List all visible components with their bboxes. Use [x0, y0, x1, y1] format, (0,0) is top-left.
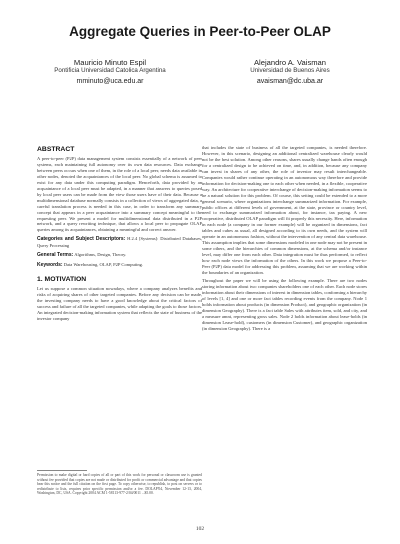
general-terms-line	[37, 252, 202, 259]
categories-line	[37, 236, 202, 249]
left-column	[37, 145, 202, 324]
paper-title: Aggregate Queries in Peer-to-Peer OLAP	[69, 24, 331, 39]
motivation-text: Let us suppose a common situation nowadays, where a company analyzes benefits and risks of acquiring shares of other targeted companies. Before any decision can be made, the investing company needs to have a good knowledge about the critical factors of success and failure of all the targeted companies, while adapting the goals to those factors. An integrated decision-making information system that reflects the state of business of the investor company	[37, 286, 202, 321]
body-paragraph: that includes the state of business of all the targeted companies, is needed therefore. However, in this scenario, designing an additional centralized warehouse clearly would not be the best solution. Among other reasons, shares usually change hands often enough for a centralized design to be achieved on time, and, in addition, because any company can invest in shares of any other, the role of investor may result interchangeable. Companies would rather continue operating in an autonomous way therefore and provide information for decision-making one to each other when needed, in a flexible, cooperative way. An architecture for cooperative interchange of decision-making information seems to be a natural solution for this problem. Of course, this setting could be extended to a more general scenario, where organizations interchange summarized information. For example, public offices at different levels of government, at the state, province or country level, need to exchange summarized information about, for instance, tax paying. A new cooperative, distributed OLAP paradigm will fit properly this necessity. Here, information in each node (a company in our former example) will be organized in dimensions, fact tables and cubes as usual, all designed according to its own needs, and the system will operate in an autonomous fashion, without the intervention of any central data warehouse. This assumption implies that some dimensions modeled in one node may not be present in some others, and the hierarchies of common dimensions, at the schema and/or instance level, may differ one from each other. Data integration must be thus performed, to reflect how each node views the information of the others. In this work we propose a Peer-to-Peer (P2P) data model for addressing this problem, assuming that we are working within the boundaries of an organization.	[202, 145, 367, 276]
author-block-2	[200, 58, 380, 87]
author-email[interactable]: mminuto@uca.edu.ar	[76, 78, 144, 85]
categories-text: H.2.4 [Systems]: Distributed Databases, Query Processing	[37, 236, 203, 249]
right-column	[202, 145, 367, 334]
body-paragraph: Throughout the paper we will be using the following example. There are two nodes storing information about two companies shareholders one of each other. Each node stores information about their dimensions of interest in dimension tables, conforming a hierarchy of levels [1, 4] and one or more fact tables recording events from the company. Node 1 holds information about products (in dimension Product), and geographic organization (in dimension Geography). There is a fact table Sales with attributes item, sold, and city, and a measure amnt, representing gross sales. Node 2 holds information about lease-holds (in dimension Lease-hold), customers (in dimension Customer), and geographic organization (in dimension Geography). There is a	[202, 277, 367, 331]
motivation-heading: 1. MOTIVATION	[37, 276, 87, 284]
author-name: Alejandro A. Vaisman	[253, 58, 327, 67]
author-affiliation: Universidad de Buenos Aires	[250, 67, 330, 74]
categories-label: Categories and Subject Descriptors:	[37, 236, 126, 243]
copyright-footnote	[37, 470, 202, 496]
author-email[interactable]: avaisman@dc.uba.ar	[256, 78, 324, 85]
footnote-text: Permission to make digital or hard copies of all or part of this work for personal or classroom use is granted without fee provided that copies are not made or distributed for profit or commercial advantage and that copies bear this notice and the full citation on the first page. To copy otherwise, to republish, to post on servers or to redistribute to lists, requires prior specific permission and/or a fee. DOLAP'04, November 12-13, 2004, Washington, DC, USA. Copyright 2004 ACM 1-58113-977-2/04/0011 ...$5.00.	[37, 473, 202, 496]
keywords-text: Data Warehousing, OLAP, P2P Computing.	[63, 262, 144, 268]
keywords-label: Keywords:	[37, 262, 63, 269]
general-terms-label: General Terms:	[37, 252, 74, 259]
general-terms-text: Algorithms, Design, Theory.	[74, 252, 127, 258]
author-affiliation: Pontificia Universidad Catolica Argentina	[54, 67, 166, 74]
author-name: Mauricio Minuto Espil	[73, 58, 147, 67]
page-number: 102	[195, 526, 205, 532]
footnote-rule	[37, 470, 87, 471]
keywords-line	[37, 262, 202, 269]
author-block-1	[20, 58, 200, 87]
abstract-text: A peer-to-peer (P2P) data management system consists essentially of a network of peer systems, each maintaining full autonomy over its own data resources. Data exchange between peers occurs when one of them, in the role of a local peer, needs data available in other nodes, denoted the acquaintances of the local peer. No global schema is assumed to exist for any data under this computing paradigm. Henceforth, data provided by an acquaintance of a local peer must be adapted, in a manner that answers to queries posed by local peer users can be made from the view those users have of their data. Because a multidimensional database normally consists in a collection of views of aggregated data, a careful translation process is needed in this case, in order to transform any summary concept that appears in a peer acquaintance into a summary concept meaningful to the requesting peer. We present a model for multidimensional data distributed in a P2P network, and a query rewriting technique, that allows a local peer to propagate OLAP queries among its acquaintances, obtaining a meaningful and correct answer.	[37, 156, 202, 233]
abstract-heading: ABSTRACT	[37, 146, 75, 153]
